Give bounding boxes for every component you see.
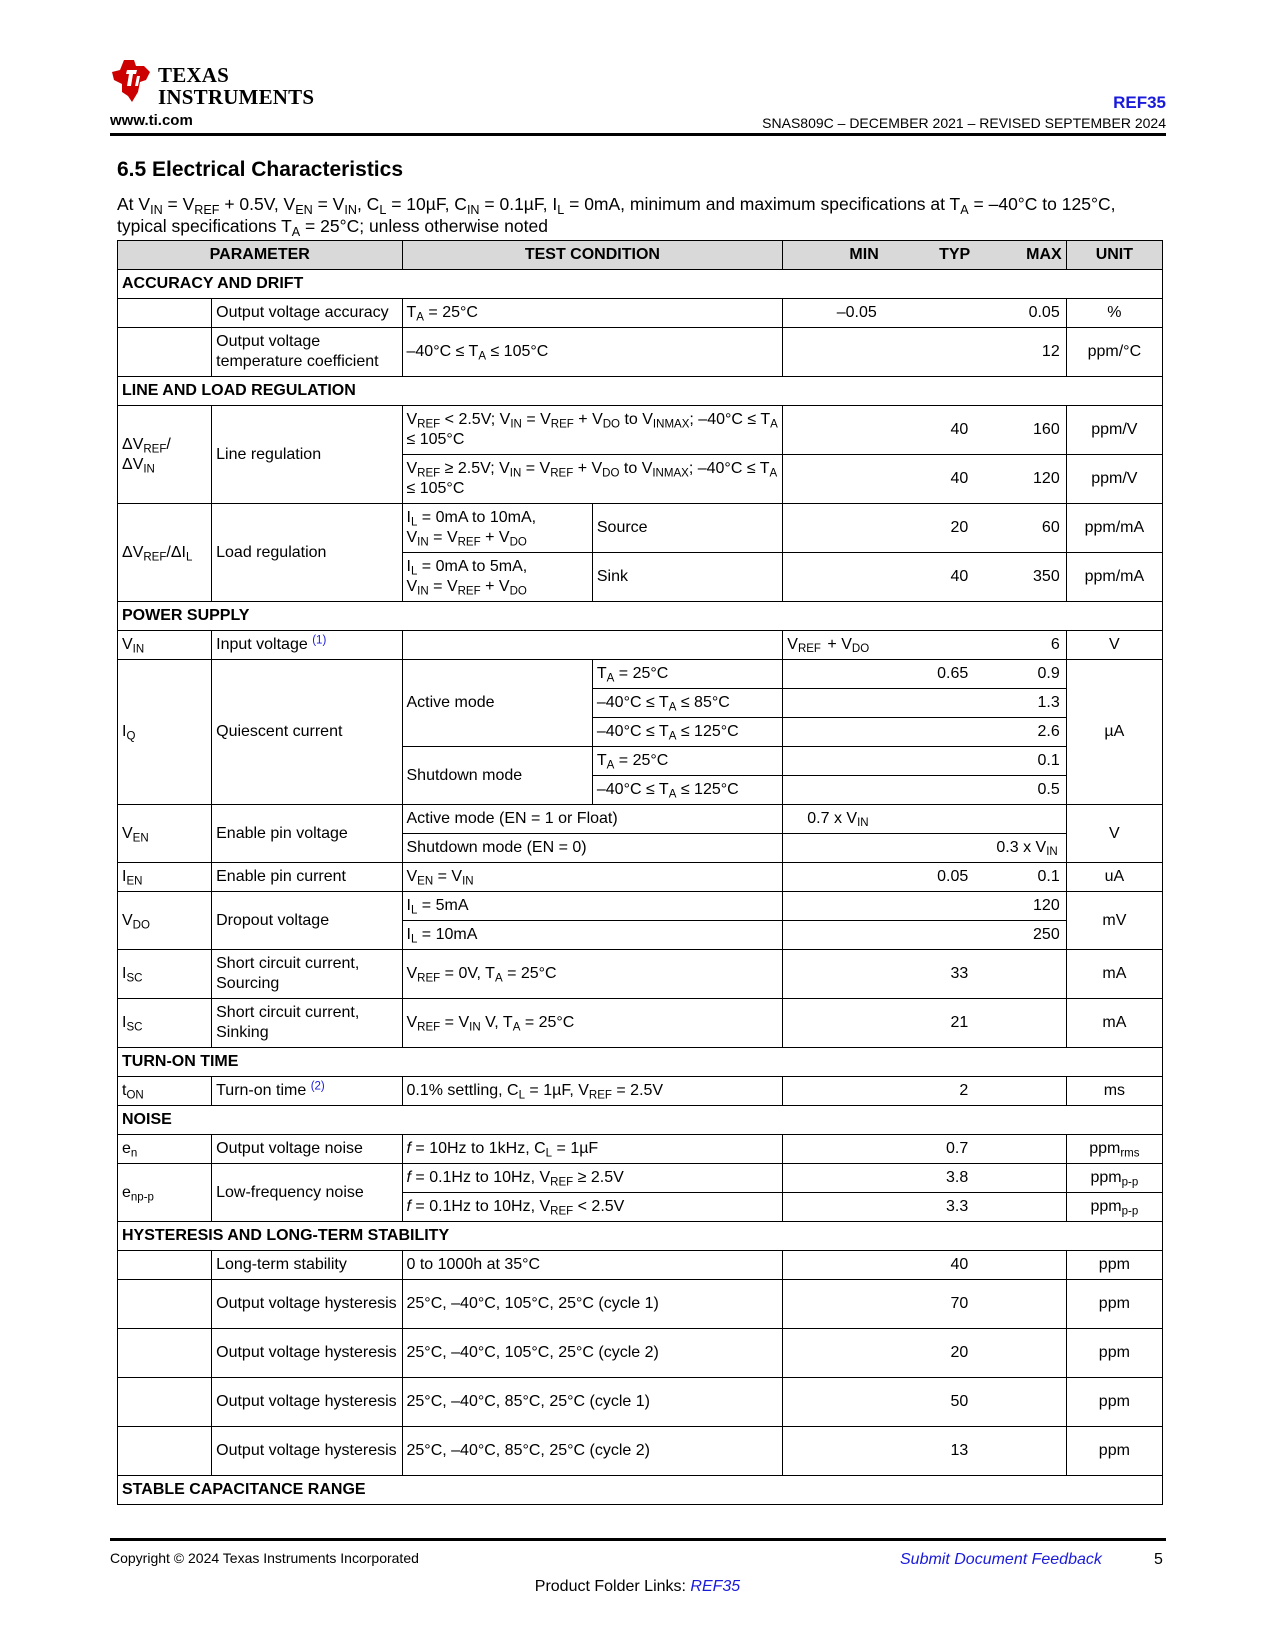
table-row: Output voltage hysteresis 25°C, –40°C, 85°C, 25°C (cycle 1) 50 ppm (118, 1378, 1163, 1427)
document-reference: SNAS809C – DECEMBER 2021 – REVISED SEPTEMBER 2024 (762, 115, 1166, 131)
footnote-link-1[interactable]: (1) (312, 634, 327, 647)
header-unit: UNIT (1066, 241, 1162, 270)
table-row: Output voltage temperature coefficient $-40^\circ C \le T_A \le 105^\circ C$ 12 ppm/°C (118, 328, 1163, 377)
header-test-condition: TEST CONDITION (402, 241, 783, 270)
table-row: $-40^\circ C \le T_A \le 85^\circ C$ 1.3 (118, 689, 1163, 718)
table-row: $\Delta V_{REF}/$ $\Delta V_{IN}$ Line regulation $V_{REF} < 2.5V$; $V_{IN} = V_{REF} + V_{DO}$ to $V_{INMAX}$; $-40^\circ C \le T_A \le 105^\circ C$ 40 160 ppm/V (118, 406, 1163, 455)
section-hysteresis: HYSTERESIS AND LONG-TERM STABILITY (118, 1222, 1163, 1251)
footer-rule (110, 1538, 1166, 1541)
header-min-typ-max (783, 241, 1066, 270)
table-row: $I_{SC}$ Short circuit current, Sourcing $V_{REF} = 0V$, $T_A = 25^\circ C$ 33 mA (118, 950, 1163, 999)
submit-feedback-link[interactable]: Submit Document Feedback (900, 1551, 1102, 1568)
header-rule (110, 133, 1166, 136)
section-turn-on: TURN-ON TIME (118, 1048, 1163, 1077)
table-header-row (118, 241, 1163, 270)
table-row: $V_{EN}$ Enable pin voltage Active mode (EN = 1 or Float) 0.7 x $V_{IN}$ V (118, 805, 1163, 834)
footnote-link-2[interactable]: (2) (310, 1080, 325, 1093)
table-row: $I_{SC}$ Short circuit current, Sinking $V_{REF} = V_{IN}$ V, $T_A = 25^\circ C$ 21 mA (118, 999, 1163, 1048)
section-power-supply: POWER SUPPLY (118, 602, 1163, 631)
page-number: 5 (1154, 1551, 1163, 1568)
table-row: $I_Q$ Quiescent current Active mode $T_A = 25^\circ C$ 0.65 0.9 µA (118, 660, 1163, 689)
section-line-load: LINE AND LOAD REGULATION (118, 377, 1163, 406)
header-parameter: PARAMETER (118, 241, 403, 270)
section-title: 6.5 Electrical Characteristics (117, 158, 404, 181)
table-row: $V_{DO}$ Dropout voltage $I_L = 5mA$ 120 mV (118, 892, 1163, 921)
section-stable-capacitance: STABLE CAPACITANCE RANGE (118, 1476, 1163, 1505)
header-min: MIN (849, 246, 879, 263)
table-row: $I_L = 0mA$ to 5mA, $V_{IN} = V_{REF} + V_{DO}$ Sink 40 350 ppm/mA (118, 553, 1163, 602)
site-url[interactable]: www.ti.com (110, 112, 193, 129)
brand-line-1: TEXAS (158, 63, 230, 87)
table-row: $e_{np-p}$ Low-frequency noise f = 0.1Hz to 10Hz, $V_{REF} \ge 2.5V$ 3.8 ppm$_{p-p}$ (118, 1164, 1163, 1193)
table-row: Shutdown mode (EN = 0) 0.3 x $V_{IN}$ (118, 834, 1163, 863)
table-row: Output voltage accuracy $T_A = 25^\circ C$ –0.05 0.05 % (118, 299, 1163, 328)
section-accuracy: ACCURACY AND DRIFT (118, 270, 1163, 299)
table-row: Shutdown mode $T_A = 25^\circ C$ 0.1 (118, 747, 1163, 776)
test-conditions-intro: At $V_{IN} = V_{REF} + 0.5V$, $V_{EN} = V_{IN}$, $C_L = 10\mu F$, $C_{IN} = 0.1\mu F$, $I_L = 0mA$, minimum and maximum specifications at $T_A = -40^\circ C$ to 125°C, typical specifications $T_A = 25^\circ C$; unless otherwise noted (117, 194, 1116, 239)
table-row: Output voltage hysteresis 25°C, –40°C, 105°C, 25°C (cycle 1) 70 ppm (118, 1280, 1163, 1329)
table-row: Output voltage hysteresis 25°C, –40°C, 105°C, 25°C (cycle 2) 20 ppm (118, 1329, 1163, 1378)
product-folder-link[interactable]: REF35 (690, 1578, 741, 1595)
ti-logo (110, 58, 315, 109)
param-name: Output voltage accuracy (212, 299, 402, 328)
table-row: $V_{REF} \ge 2.5V$; $V_{IN} = V_{REF} + V_{DO}$ to $V_{INMAX}$; $-40^\circ C \le T_A \le 105^\circ C$ 40 120 ppm/V (118, 455, 1163, 504)
part-number-link[interactable]: REF35 (1113, 93, 1166, 112)
table-row: $t_{ON}$ Turn-on time $^{(2)}$ 0.1% settling, $C_L = 1\mu F$, $V_{REF} = 2.5V$ 2 ms (118, 1077, 1163, 1106)
header-typ: TYP (939, 246, 971, 263)
table-row: $V_{IN}$ Input voltage $^{(1)}$ $V_{REF} + V_{DO}$ 6 V (118, 631, 1163, 660)
copyright: Copyright © 2024 Texas Instruments Incorporated (110, 1550, 419, 1566)
table-row: $e_n$ Output voltage noise f = 10Hz to 1kHz, $C_L = 1\mu F$ 0.7 ppm$_{rms}$ (118, 1135, 1163, 1164)
section-noise: NOISE (118, 1106, 1163, 1135)
electrical-characteristics-table (117, 240, 1163, 1505)
table-row: $I_{EN}$ Enable pin current $V_{EN} = V_{IN}$ 0.05 0.1 uA (118, 863, 1163, 892)
product-folder-links: Product Folder Links: REF35 (534, 1578, 741, 1595)
table-row: $-40^\circ C \le T_A \le 125^\circ C$ 2.6 (118, 718, 1163, 747)
header-max: MAX (1026, 246, 1062, 263)
table-row: Long-term stability 0 to 1000h at 35°C 40 ppm (118, 1251, 1163, 1280)
ti-logo-icon (110, 58, 154, 104)
brand-line-2: INSTRUMENTS (158, 85, 315, 109)
table-row: $I_L = 10mA$ 250 (118, 921, 1163, 950)
table-row: $-40^\circ C \le T_A \le 125^\circ C$ 0.5 (118, 776, 1163, 805)
table-row: $\Delta V_{REF}/\Delta I_L$ Load regulation $I_L = 0mA$ to 10mA, $V_{IN} = V_{REF} + V_{DO}$ Source 20 60 ppm/mA (118, 504, 1163, 553)
table-row: Output voltage hysteresis 25°C, –40°C, 85°C, 25°C (cycle 2) 13 ppm (118, 1427, 1163, 1476)
table-row: f = 0.1Hz to 10Hz, $V_{REF} < 2.5V$ 3.3 ppm$_{p-p}$ (118, 1193, 1163, 1222)
